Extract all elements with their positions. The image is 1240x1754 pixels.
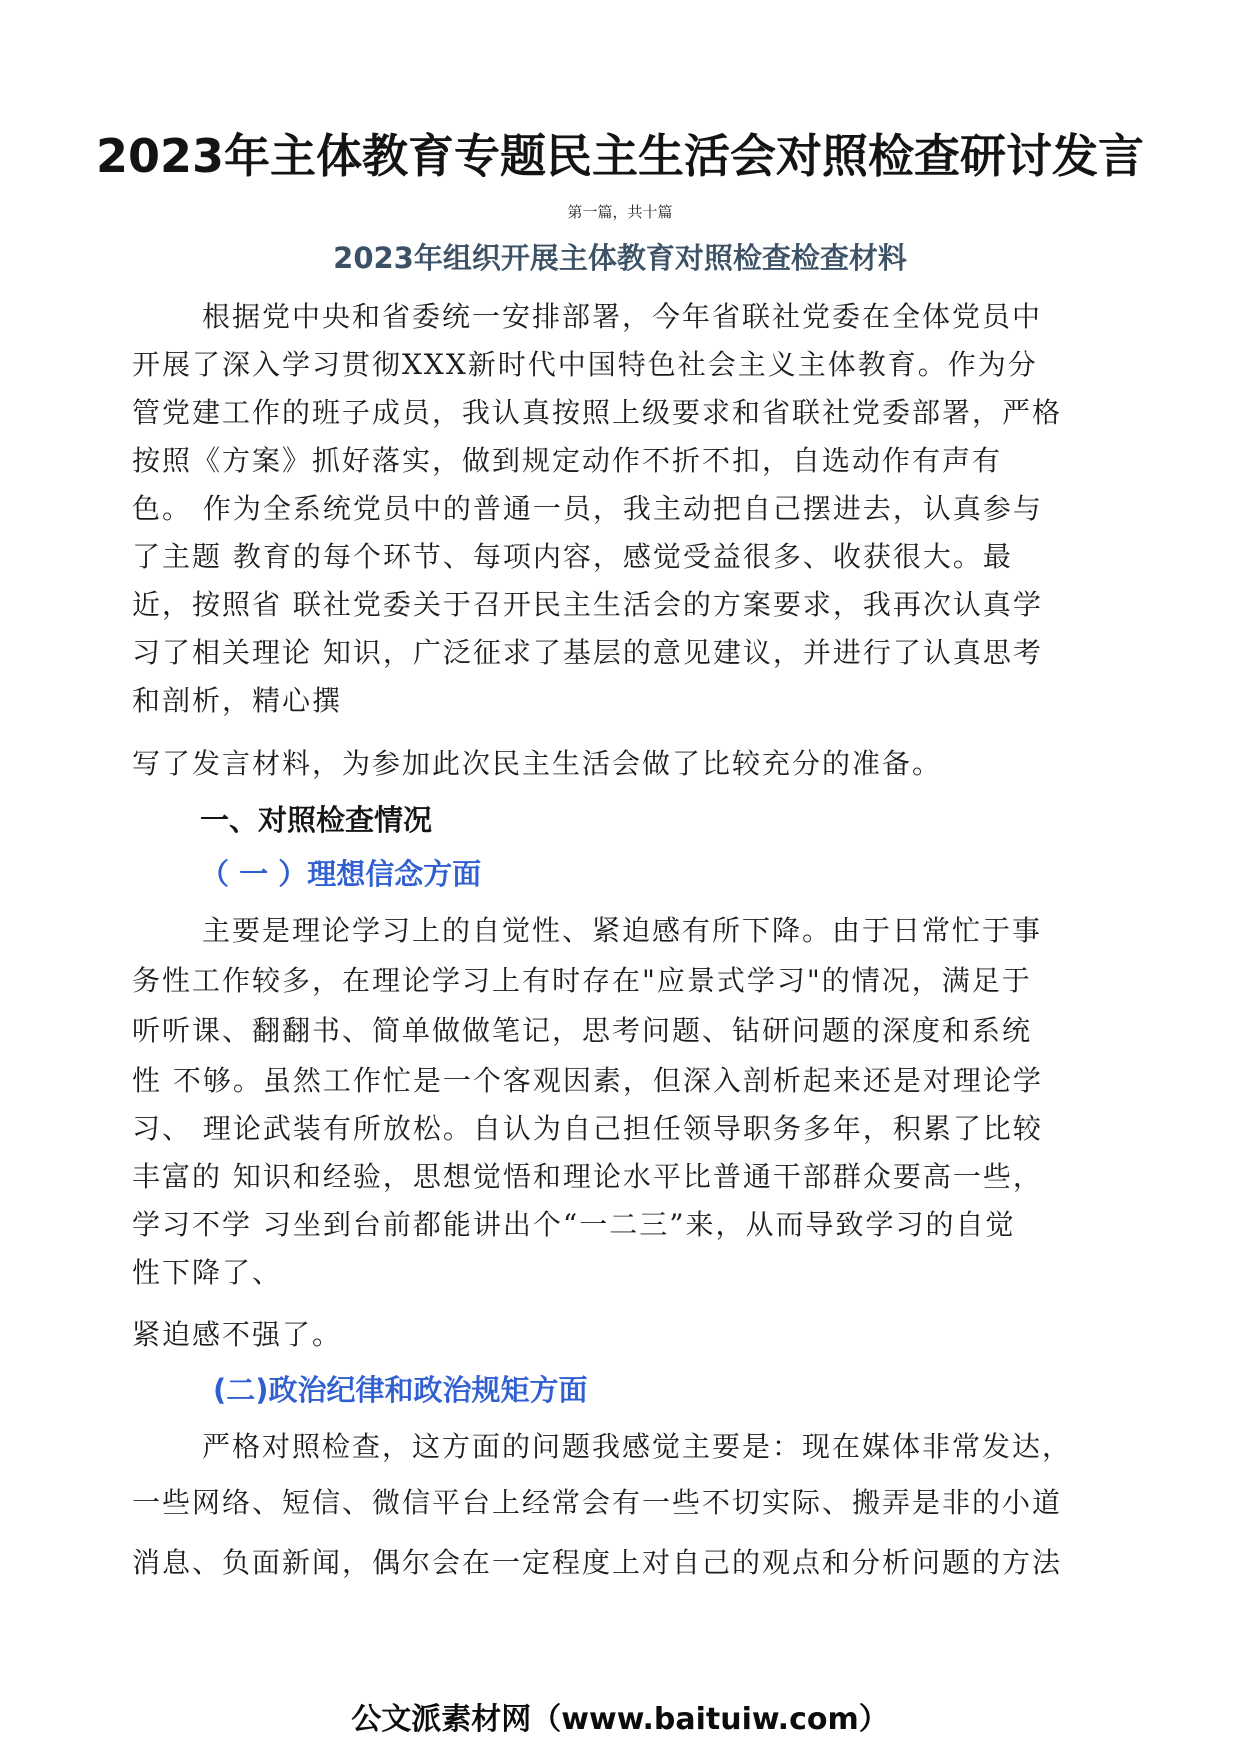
body-line: 听听课、翻翻书、简单做做笔记，思考问题、钻研问题的深度和系统 <box>132 1014 1033 1047</box>
document-heading: 2023年组织开展主体教育对照检查检查材料 <box>333 241 907 275</box>
subsection-heading: （ 一 ）理想信念方面 <box>200 857 482 891</box>
intro-line: 根据党中央和省委统一安排部署，今年省联社党委在全体党员中 <box>202 300 1043 333</box>
intro-line: 习了相关理论 知识，广泛征求了基层的意见建议，并进行了认真思考 <box>132 636 1043 669</box>
body-line: 性 不够。虽然工作忙是一个客观因素，但深入剖析起来还是对理论学 <box>132 1064 1043 1097</box>
subtitle-note: 第一篇，共十篇 <box>567 203 673 221</box>
intro-line: 和剖析，精心撰 <box>132 684 343 717</box>
intro-line: 按照《方案》抓好落实，做到规定动作不折不扣，自选动作有声有 <box>132 444 1003 477</box>
body-line: 习、 理论武装有所放松。自认为自己担任领导职务多年，积累了比较 <box>132 1112 1043 1145</box>
body-line: 一些网络、短信、微信平台上经常会有一些不切实际、搬弄是非的小道 <box>132 1486 1063 1519</box>
section-heading: 一、对照检查情况 <box>200 803 433 837</box>
footer-watermark: 公文派素材网（www.baituiw.com） <box>351 1702 889 1737</box>
intro-line: 管党建工作的班子成员，我认真按照上级要求和省联社党委部署，严格 <box>132 396 1063 429</box>
intro-line: 开展了深入学习贯彻XXX新时代中国特色社会主义主体教育。作为分 <box>132 348 1038 381</box>
body-line: 严格对照检查，这方面的问题我感觉主要是：现在媒体非常发达， <box>202 1430 1073 1463</box>
body-line: 消息、负面新闻，偶尔会在一定程度上对自己的观点和分析问题的方法 <box>132 1546 1063 1579</box>
body-line: 主要是理论学习上的自觉性、紧迫感有所下降。由于日常忙于事 <box>202 914 1043 947</box>
intro-line: 近，按照省 联社党委关于召开民主生活会的方案要求，我再次认真学 <box>132 588 1043 621</box>
subsection-heading: (二)政治纪律和政治规矩方面 <box>213 1373 588 1407</box>
intro-line: 色。 作为全系统党员中的普通一员，我主动把自己摆进去，认真参与 <box>132 492 1043 525</box>
intro-tail-line: 写了发言材料，为参加此次民主生活会做了比较充分的准备。 <box>132 747 943 780</box>
intro-line: 了主题 教育的每个环节、每项内容，感觉受益很多、收获很大。最 <box>132 540 1013 573</box>
body-line: 务性工作较多，在理论学习上有时存在"应景式学习"的情况，满足于 <box>132 964 1032 997</box>
page-title: 2023年主体教育专题民主生活会对照检查研讨发言 <box>95 129 1145 183</box>
body-line: 性下降了、 <box>132 1256 283 1289</box>
body-line: 丰富的 知识和经验，思想觉悟和理论水平比普通干部群众要高一些， <box>132 1160 1043 1193</box>
body-tail-line: 紧迫感不强了。 <box>132 1318 343 1351</box>
body-line: 学习不学 习坐到台前都能讲出个“一二三”来，从而导致学习的自觉 <box>132 1208 1016 1241</box>
